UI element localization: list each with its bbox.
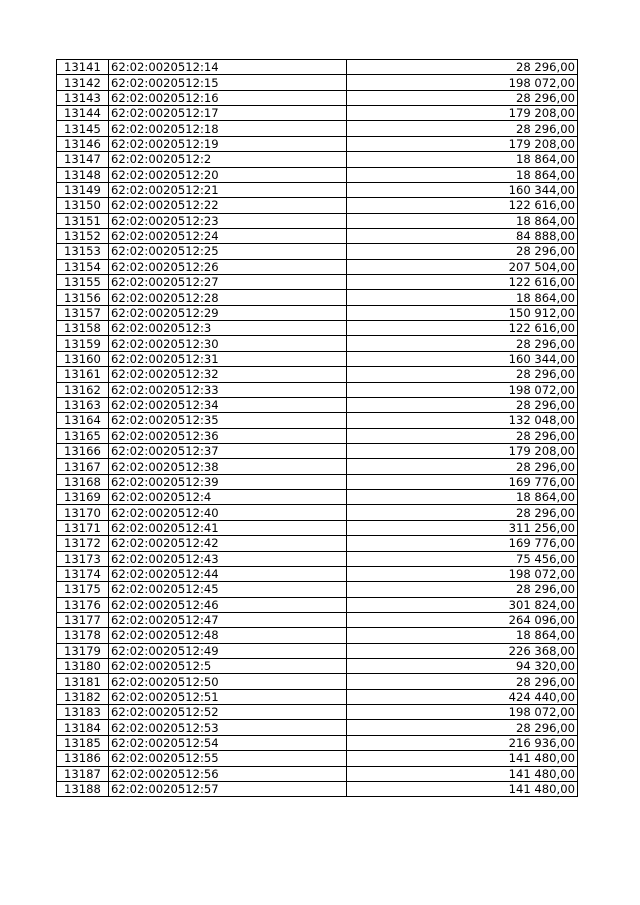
cadastral-number-cell: 62:02:0020512:32: [109, 367, 347, 382]
row-number-cell: 13169: [57, 490, 109, 505]
table-row: [57, 367, 578, 382]
cadastral-number-cell: 62:02:0020512:30: [109, 336, 347, 351]
cadastral-number-cell: 62:02:0020512:3: [109, 321, 347, 336]
row-number-cell: 13146: [57, 136, 109, 151]
value-cell: 28 296,00: [347, 720, 578, 735]
row-number-cell: 13143: [57, 90, 109, 105]
table-row: [57, 382, 578, 397]
value-cell: 28 296,00: [347, 459, 578, 474]
row-number-cell: 13145: [57, 121, 109, 136]
table-row: [57, 505, 578, 520]
table-row: [57, 152, 578, 167]
value-cell: 179 208,00: [347, 136, 578, 151]
table-row: [57, 397, 578, 412]
value-cell: 198 072,00: [347, 566, 578, 581]
row-number-cell: 13141: [57, 60, 109, 75]
row-number-cell: 13165: [57, 428, 109, 443]
value-cell: 132 048,00: [347, 413, 578, 428]
value-cell: 28 296,00: [347, 367, 578, 382]
value-cell: 28 296,00: [347, 397, 578, 412]
row-number-cell: 13173: [57, 551, 109, 566]
cadastral-number-cell: 62:02:0020512:20: [109, 167, 347, 182]
cadastral-number-cell: 62:02:0020512:53: [109, 720, 347, 735]
value-cell: 75 456,00: [347, 551, 578, 566]
value-cell: 18 864,00: [347, 490, 578, 505]
row-number-cell: 13154: [57, 259, 109, 274]
value-cell: 122 616,00: [347, 275, 578, 290]
cadastral-number-cell: 62:02:0020512:15: [109, 75, 347, 90]
row-number-cell: 13162: [57, 382, 109, 397]
row-number-cell: 13170: [57, 505, 109, 520]
value-cell: 198 072,00: [347, 75, 578, 90]
cadastral-number-cell: 62:02:0020512:38: [109, 459, 347, 474]
table-row: [57, 520, 578, 535]
cadastral-number-cell: 62:02:0020512:5: [109, 659, 347, 674]
table-row: [57, 90, 578, 105]
row-number-cell: 13175: [57, 582, 109, 597]
cadastral-number-cell: 62:02:0020512:19: [109, 136, 347, 151]
cadastral-number-cell: 62:02:0020512:14: [109, 60, 347, 75]
table-row: [57, 597, 578, 612]
row-number-cell: 13163: [57, 397, 109, 412]
value-cell: 141 480,00: [347, 751, 578, 766]
table-row: [57, 766, 578, 781]
row-number-cell: 13177: [57, 612, 109, 627]
row-number-cell: 13161: [57, 367, 109, 382]
cadastral-number-cell: 62:02:0020512:45: [109, 582, 347, 597]
row-number-cell: 13185: [57, 735, 109, 750]
table-row: [57, 443, 578, 458]
table-row: [57, 628, 578, 643]
cadastral-number-cell: 62:02:0020512:50: [109, 674, 347, 689]
row-number-cell: 13156: [57, 290, 109, 305]
row-number-cell: 13183: [57, 705, 109, 720]
table-row: [57, 674, 578, 689]
table-body: [57, 60, 578, 797]
row-number-cell: 13158: [57, 321, 109, 336]
value-cell: 18 864,00: [347, 213, 578, 228]
cadastral-number-cell: 62:02:0020512:29: [109, 305, 347, 320]
table-row: [57, 582, 578, 597]
value-cell: 122 616,00: [347, 198, 578, 213]
cadastral-number-cell: 62:02:0020512:47: [109, 612, 347, 627]
row-number-cell: 13178: [57, 628, 109, 643]
cadastral-number-cell: 62:02:0020512:16: [109, 90, 347, 105]
row-number-cell: 13184: [57, 720, 109, 735]
value-cell: 28 296,00: [347, 90, 578, 105]
cadastral-number-cell: 62:02:0020512:46: [109, 597, 347, 612]
row-number-cell: 13167: [57, 459, 109, 474]
cadastral-number-cell: 62:02:0020512:4: [109, 490, 347, 505]
table-row: [57, 182, 578, 197]
cadastral-number-cell: 62:02:0020512:39: [109, 474, 347, 489]
table-row: [57, 167, 578, 182]
row-number-cell: 13155: [57, 275, 109, 290]
cadastral-number-cell: 62:02:0020512:31: [109, 351, 347, 366]
table-row: [57, 659, 578, 674]
cadastral-value-table: [56, 59, 578, 797]
value-cell: 264 096,00: [347, 612, 578, 627]
cadastral-number-cell: 62:02:0020512:23: [109, 213, 347, 228]
row-number-cell: 13174: [57, 566, 109, 581]
table-row: [57, 551, 578, 566]
cadastral-number-cell: 62:02:0020512:56: [109, 766, 347, 781]
value-cell: 198 072,00: [347, 382, 578, 397]
cadastral-number-cell: 62:02:0020512:25: [109, 244, 347, 259]
value-cell: 226 368,00: [347, 643, 578, 658]
value-cell: 424 440,00: [347, 689, 578, 704]
cadastral-number-cell: 62:02:0020512:21: [109, 182, 347, 197]
cadastral-number-cell: 62:02:0020512:40: [109, 505, 347, 520]
value-cell: 18 864,00: [347, 167, 578, 182]
value-cell: 84 888,00: [347, 228, 578, 243]
row-number-cell: 13144: [57, 106, 109, 121]
cadastral-number-cell: 62:02:0020512:42: [109, 536, 347, 551]
value-cell: 18 864,00: [347, 152, 578, 167]
table-row: [57, 720, 578, 735]
table-row: [57, 228, 578, 243]
value-cell: 169 776,00: [347, 536, 578, 551]
cadastral-number-cell: 62:02:0020512:34: [109, 397, 347, 412]
row-number-cell: 13164: [57, 413, 109, 428]
row-number-cell: 13147: [57, 152, 109, 167]
value-cell: 18 864,00: [347, 290, 578, 305]
table-row: [57, 474, 578, 489]
table-row: [57, 428, 578, 443]
value-cell: 198 072,00: [347, 705, 578, 720]
cadastral-number-cell: 62:02:0020512:57: [109, 781, 347, 796]
table-row: [57, 106, 578, 121]
value-cell: 216 936,00: [347, 735, 578, 750]
value-cell: 160 344,00: [347, 182, 578, 197]
cadastral-number-cell: 62:02:0020512:55: [109, 751, 347, 766]
row-number-cell: 13151: [57, 213, 109, 228]
table-row: [57, 121, 578, 136]
cadastral-number-cell: 62:02:0020512:51: [109, 689, 347, 704]
value-cell: 28 296,00: [347, 582, 578, 597]
value-cell: 311 256,00: [347, 520, 578, 535]
cadastral-number-cell: 62:02:0020512:36: [109, 428, 347, 443]
value-cell: 18 864,00: [347, 628, 578, 643]
value-cell: 94 320,00: [347, 659, 578, 674]
table-row: [57, 536, 578, 551]
row-number-cell: 13182: [57, 689, 109, 704]
value-cell: 28 296,00: [347, 60, 578, 75]
cadastral-number-cell: 62:02:0020512:49: [109, 643, 347, 658]
row-number-cell: 13159: [57, 336, 109, 351]
table-row: [57, 566, 578, 581]
row-number-cell: 13150: [57, 198, 109, 213]
value-cell: 28 296,00: [347, 336, 578, 351]
value-cell: 207 504,00: [347, 259, 578, 274]
row-number-cell: 13157: [57, 305, 109, 320]
cadastral-number-cell: 62:02:0020512:18: [109, 121, 347, 136]
table-row: [57, 612, 578, 627]
row-number-cell: 13168: [57, 474, 109, 489]
table-row: [57, 259, 578, 274]
cadastral-number-cell: 62:02:0020512:33: [109, 382, 347, 397]
table-row: [57, 321, 578, 336]
value-cell: 150 912,00: [347, 305, 578, 320]
table-row: [57, 735, 578, 750]
cadastral-number-cell: 62:02:0020512:37: [109, 443, 347, 458]
cadastral-number-cell: 62:02:0020512:2: [109, 152, 347, 167]
row-number-cell: 13181: [57, 674, 109, 689]
row-number-cell: 13171: [57, 520, 109, 535]
table-row: [57, 705, 578, 720]
row-number-cell: 13160: [57, 351, 109, 366]
table-row: [57, 136, 578, 151]
value-cell: 141 480,00: [347, 766, 578, 781]
cadastral-number-cell: 62:02:0020512:52: [109, 705, 347, 720]
value-cell: 141 480,00: [347, 781, 578, 796]
cadastral-number-cell: 62:02:0020512:41: [109, 520, 347, 535]
table-row: [57, 413, 578, 428]
table-row: [57, 643, 578, 658]
row-number-cell: 13166: [57, 443, 109, 458]
cadastral-number-cell: 62:02:0020512:48: [109, 628, 347, 643]
document-page: [56, 59, 578, 797]
table-row: [57, 244, 578, 259]
table-row: [57, 351, 578, 366]
value-cell: 179 208,00: [347, 443, 578, 458]
value-cell: 301 824,00: [347, 597, 578, 612]
value-cell: 122 616,00: [347, 321, 578, 336]
table-row: [57, 689, 578, 704]
row-number-cell: 13187: [57, 766, 109, 781]
cadastral-number-cell: 62:02:0020512:54: [109, 735, 347, 750]
row-number-cell: 13176: [57, 597, 109, 612]
cadastral-number-cell: 62:02:0020512:22: [109, 198, 347, 213]
row-number-cell: 13179: [57, 643, 109, 658]
value-cell: 160 344,00: [347, 351, 578, 366]
value-cell: 28 296,00: [347, 428, 578, 443]
table-row: [57, 275, 578, 290]
table-row: [57, 459, 578, 474]
value-cell: 28 296,00: [347, 674, 578, 689]
row-number-cell: 13180: [57, 659, 109, 674]
table-row: [57, 751, 578, 766]
table-row: [57, 60, 578, 75]
value-cell: 169 776,00: [347, 474, 578, 489]
value-cell: 179 208,00: [347, 106, 578, 121]
row-number-cell: 13149: [57, 182, 109, 197]
cadastral-number-cell: 62:02:0020512:27: [109, 275, 347, 290]
cadastral-number-cell: 62:02:0020512:17: [109, 106, 347, 121]
table-row: [57, 336, 578, 351]
row-number-cell: 13172: [57, 536, 109, 551]
row-number-cell: 13188: [57, 781, 109, 796]
cadastral-number-cell: 62:02:0020512:43: [109, 551, 347, 566]
value-cell: 28 296,00: [347, 505, 578, 520]
table-row: [57, 781, 578, 796]
row-number-cell: 13186: [57, 751, 109, 766]
cadastral-number-cell: 62:02:0020512:24: [109, 228, 347, 243]
table-row: [57, 213, 578, 228]
row-number-cell: 13148: [57, 167, 109, 182]
value-cell: 28 296,00: [347, 244, 578, 259]
cadastral-number-cell: 62:02:0020512:26: [109, 259, 347, 274]
cadastral-number-cell: 62:02:0020512:44: [109, 566, 347, 581]
table-row: [57, 198, 578, 213]
value-cell: 28 296,00: [347, 121, 578, 136]
table-row: [57, 490, 578, 505]
cadastral-number-cell: 62:02:0020512:28: [109, 290, 347, 305]
row-number-cell: 13142: [57, 75, 109, 90]
table-row: [57, 305, 578, 320]
row-number-cell: 13152: [57, 228, 109, 243]
row-number-cell: 13153: [57, 244, 109, 259]
cadastral-number-cell: 62:02:0020512:35: [109, 413, 347, 428]
table-row: [57, 290, 578, 305]
table-row: [57, 75, 578, 90]
